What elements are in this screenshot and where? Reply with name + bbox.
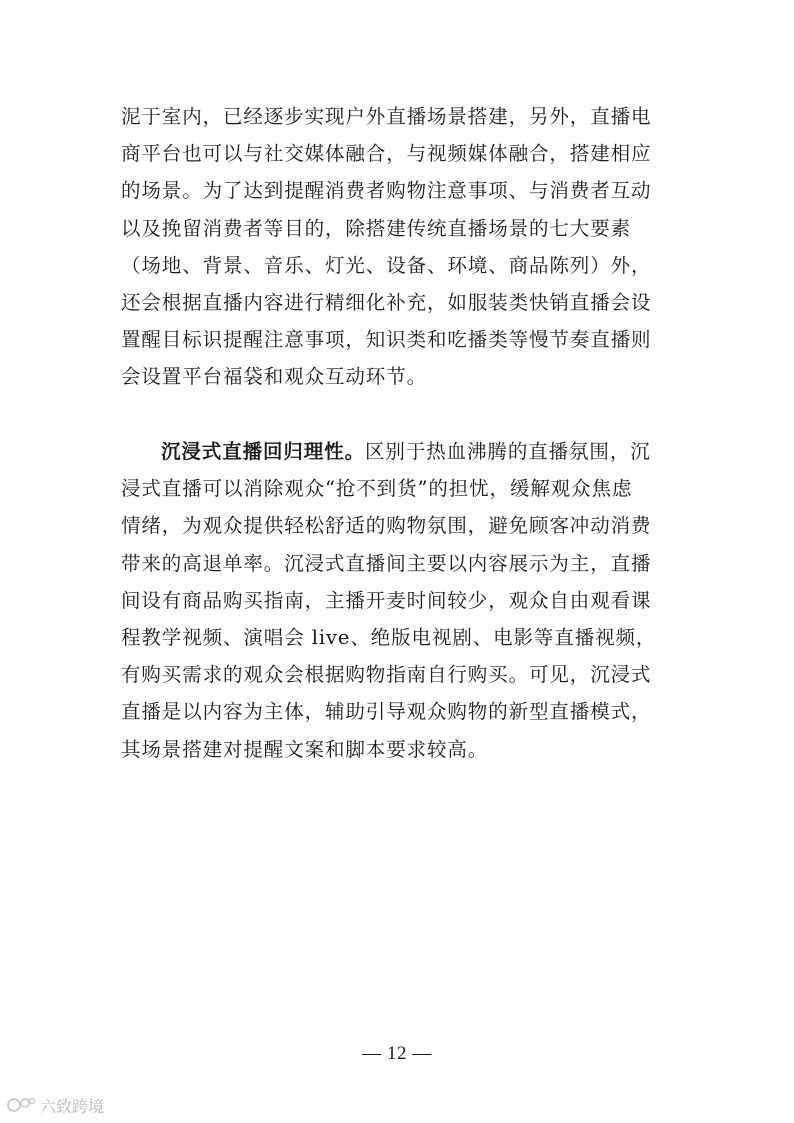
paragraph-1 (121, 98, 674, 396)
brand-logo-icon (6, 1095, 36, 1115)
paragraph-line: 浸式直播可以消除观众“抢不到货”的担忧，缓解观众焦虑 (121, 477, 633, 501)
paragraph-line: 其场景搭建对提醒文案和脚本要求较高。 (121, 737, 489, 761)
paragraph-line: 的场景。为了达到提醒消费者购物注意事项、与消费者互动 (121, 179, 652, 203)
paragraph-line: 直播是以内容为主体，辅助引导观众购物的新型直播模式， (121, 700, 652, 724)
paragraph-line: （场地、背景、音乐、灯光、设备、环境、商品陈列）外， (121, 253, 652, 277)
paragraph-line: 泥于室内，已经逐步实现户外直播场景搭建，另外，直播电 (121, 105, 652, 128)
watermark (6, 1094, 104, 1116)
page-number: — 12 — (362, 1043, 432, 1064)
paragraph-line: 商平台也可以与社交媒体融合，与视频媒体融合，搭建相应 (121, 142, 652, 166)
paragraph-heading: 沉浸式直播回归理性。 (161, 440, 366, 463)
paragraph-line: 带来的高退单率。沉浸式直播间主要以内容展示为主，直播 (121, 551, 652, 575)
paragraph-line: 程教学视频、演唱会 live、绝版电视剧、电影等直播视频， (121, 625, 657, 649)
paragraph-line-rest: 区别于热血沸腾的直播氛围，沉 (365, 440, 651, 463)
paragraph-line: 以及挽留消费者等目的，除搭建传统直播场景的七大要素 (121, 216, 632, 240)
paragraph-line: 间设有商品购买指南，主播开麦时间较少，观众自由观看课 (121, 588, 652, 612)
paragraph-line: 置醒目标识提醒注意事项，知识类和吃播类等慢节奏直播则 (121, 328, 652, 352)
paragraph-line: 情绪，为观众提供轻松舒适的购物氛围，避免顾客冲动消费 (121, 514, 652, 538)
paragraph-line: 有购买需求的观众会根据购物指南自行购买。可见，沉浸式 (121, 663, 652, 687)
paragraph-first-line (121, 433, 674, 470)
watermark-text: 六致跨境 (40, 1096, 105, 1116)
paragraph-line: 会设置平台福袋和观众互动环节。 (121, 365, 428, 389)
paragraph-2 (121, 433, 674, 768)
paragraph-line: 还会根据直播内容进行精细化补充，如服装类快销直播会设 (121, 290, 652, 314)
